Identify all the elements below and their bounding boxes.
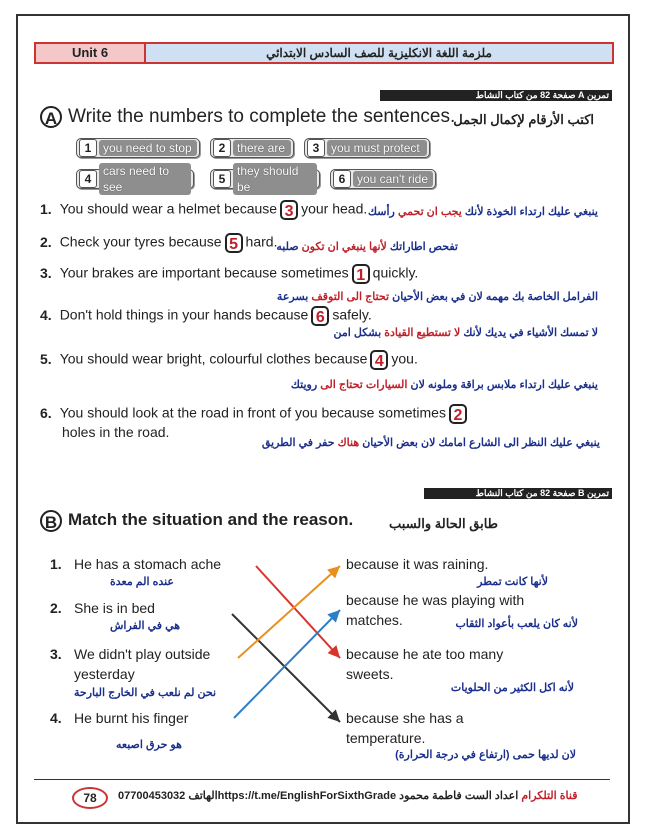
sentence-2: 2. Check your tyres because 5 hard.: [40, 233, 278, 253]
section-a-heading-ar: اكتب الأرقام لإكمال الجمل: [453, 112, 594, 127]
section-a-heading: Write the numbers to complete the sentences.: [68, 106, 456, 127]
answer-4: 6: [311, 306, 329, 326]
situation-3-ar: نحن لم نلعب في الخارج البارحة: [74, 687, 217, 699]
translation-5: ينبغي عليك ارتداء ملابس براقة وملونه لان السيارات تحتاج الى رويتك: [290, 379, 598, 391]
unit-label: Unit 6: [36, 44, 146, 62]
reason-3: because he ate too many: [346, 646, 504, 662]
section-b-heading: Match the situation and the reason.: [68, 510, 354, 529]
reason-4-cont: temperature.: [346, 730, 426, 746]
situation-2-ar: هي في الفراش: [110, 620, 181, 632]
exercise-b-bar: تمرين B صفحة 82 من كتاب النشاط: [424, 488, 612, 499]
sentence-6-cont: holes in the road.: [62, 424, 170, 440]
reason-1: because it was raining.: [346, 556, 489, 572]
footer-divider: [34, 779, 610, 780]
situation-4-ar: هو حرق اصبعه: [116, 739, 182, 751]
match-line-2: [232, 614, 340, 722]
answer-5: 4: [370, 350, 388, 370]
reason-2-cont: matches.: [346, 612, 403, 628]
translation-1: ينبغي عليك ارتداء الخوذة لأنك يجب ان تحمي رأسك: [368, 206, 598, 218]
exercise-a-bar: تمرين A صفحة 82 من كتاب النشاط: [380, 90, 612, 101]
option-4: 4 cars need to see: [76, 169, 194, 189]
answer-6: 2: [449, 404, 467, 424]
section-b-heading-ar: طابق الحالة والسبب: [389, 516, 498, 531]
translation-2: تفحص اطاراتك لأنها ينبغي ان تكون صلبه: [276, 241, 458, 253]
translation-6: ينبغي عليك النظر الى الشارع امامك لان بعض الأحيان هناك حفر في الطريق: [261, 437, 600, 449]
situation-2: 2. She is in bed: [50, 600, 155, 616]
page-number: 78: [72, 787, 108, 809]
sentence-1: 1. You should wear a helmet because 3 your head.: [40, 200, 368, 220]
situation-1-ar: عنده الم معدة: [110, 576, 174, 588]
situation-3-cont: yesterday: [74, 666, 135, 682]
match-line-3: [238, 566, 340, 658]
sentence-5: 5. You should wear bright, colourful clothes because 4 you.: [40, 350, 418, 370]
reason-3-ar: لأنه اكل الكثير من الحلويات: [450, 682, 574, 694]
situation-1: 1. He has a stomach ache: [50, 556, 222, 572]
author: اعداد الست فاطمة محمود: [399, 790, 519, 802]
reason-4: because she has a: [346, 710, 464, 726]
phone-label: الهاتف: [188, 790, 218, 802]
footer-text: [118, 789, 577, 802]
section-a-letter: A: [40, 106, 62, 128]
translation-3: الفرامل الخاصة بك مهمه لان في بعض الأحيان تحتاج الى التوقف بسرعة: [276, 291, 598, 303]
situation-3: 3. We didn't play outside: [50, 646, 211, 662]
answer-3: 1: [352, 264, 370, 284]
channel-label: قناة التلكرام: [521, 790, 578, 802]
option-2: 2 there are: [210, 138, 294, 158]
reason-2-ar: لأنه كان يلعب بأعواد الثقاب: [455, 618, 578, 630]
match-line-4: [234, 610, 340, 718]
section-b-letter: B: [40, 510, 62, 532]
answer-1: 3: [280, 200, 298, 220]
sentence-6: 6. You should look at the road in front of you because sometimes 2: [40, 404, 470, 424]
reason-2: because he was playing with: [346, 592, 525, 608]
answer-2: 5: [225, 233, 243, 253]
phone-number: 07700453032: [118, 790, 186, 802]
match-line-1: [256, 566, 340, 658]
sentence-3: 3. Your brakes are important because sometimes 1 quickly.: [40, 264, 419, 284]
booklet-title: ملزمة اللغة الانكليزية للصف السادس الابتدائي: [266, 46, 492, 60]
option-1: 1 you need to stop: [76, 138, 200, 158]
option-5: 5 they should be: [210, 169, 320, 189]
translation-4: لا تمسك الأشياء في يديك لأنك لا تستطيع القيادة بشكل امن: [333, 327, 598, 339]
option-3: 3 you must protect: [304, 138, 430, 158]
sentence-4: 4. Don't hold things in your hands because 6 safely.: [40, 306, 372, 326]
reason-1-ar: لأنها كانت تمطر: [477, 576, 548, 588]
reason-3-cont: sweets.: [346, 666, 394, 682]
situation-4: 4. He burnt his finger: [50, 710, 189, 726]
reason-4-ar: لان لديها حمى (ارتفاع في درجة الحرارة): [395, 749, 576, 761]
option-6: 6 you can't ride: [330, 169, 436, 189]
telegram-url[interactable]: https://t.me/EnglishForSixthGrade: [217, 790, 397, 802]
